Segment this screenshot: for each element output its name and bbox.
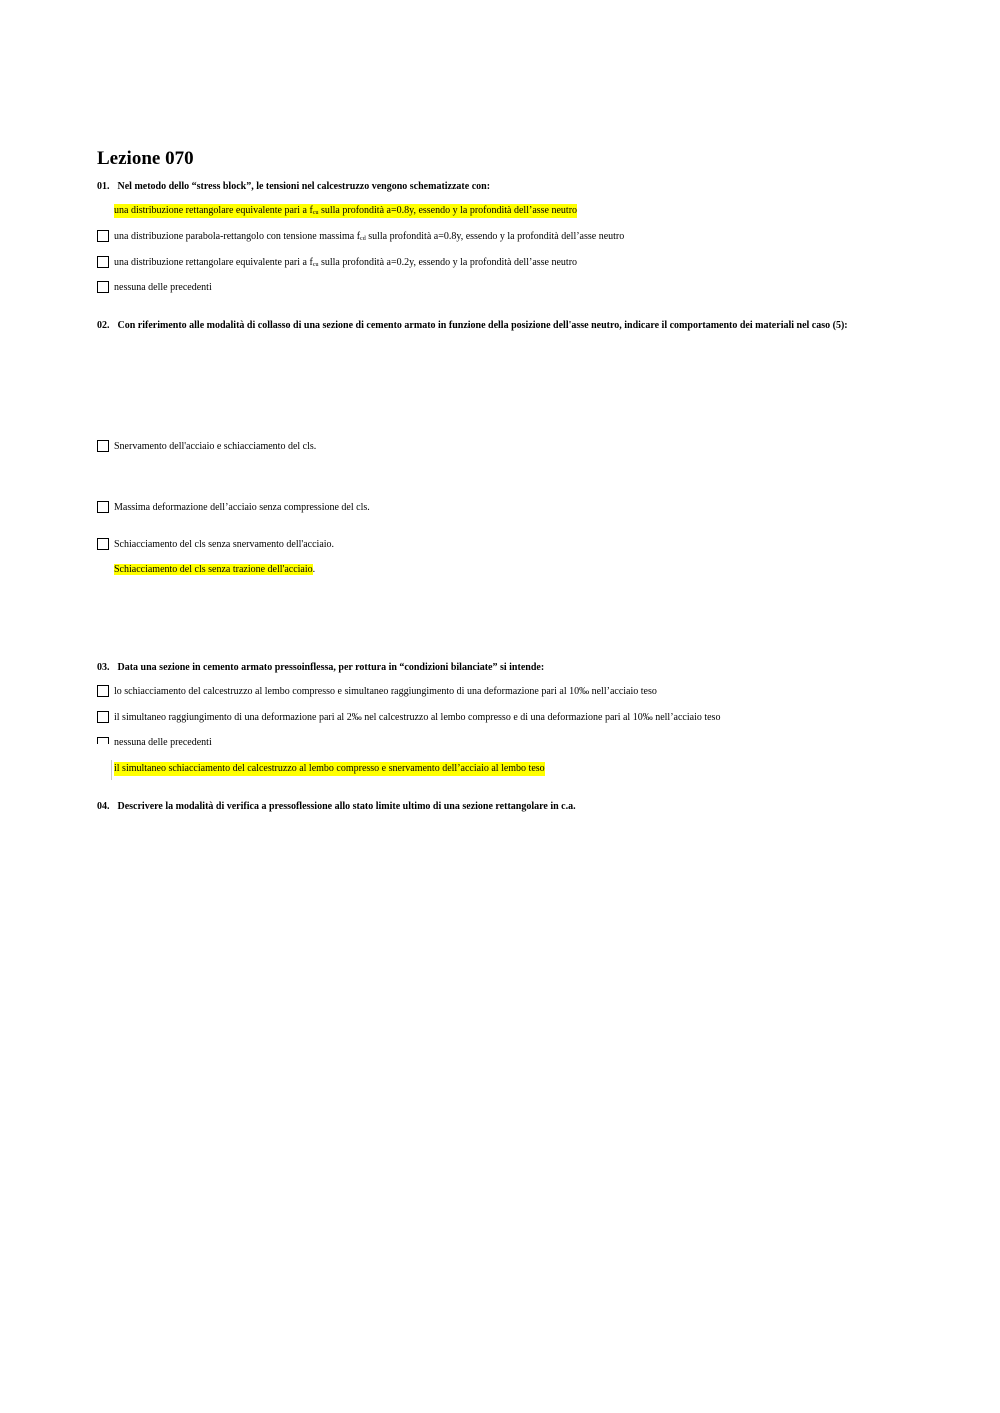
question-number: 04. [97,801,110,812]
option-text: lo schiacciamento del calcestruzzo al lembo compresso e simultaneo raggiungimento di una deformazione pari al 10‰ nell’acciaio teso [114,686,657,697]
option-text: una distribuzione rettangolare equivalente pari a $f_{cu}$ sulla profondità a=0.8y, essendo y la profondità dell’asse neutro [114,205,578,216]
question-number: 01. [97,181,110,192]
option-text: Massima deformazione dell’acciaio senza compressione del cls. [114,502,370,513]
checkbox[interactable] [97,281,109,293]
question-03 [97,662,867,674]
option-text: Schiacciamento del cls senza trazione dell'acciaio. [114,564,316,575]
option-text: il simultaneo raggiungimento di una deformazione pari al 2‰ nel calcestruzzo al lembo compresso e di una deformazione pari al 10‰ nell’acciaio teso [114,712,721,723]
checkbox[interactable] [97,501,109,513]
option-text: nessuna delle precedenti [114,737,212,748]
question-number: 02. [97,320,110,331]
question-number: 03. [97,662,110,673]
question-02 [97,320,867,332]
checkbox[interactable] [97,685,109,697]
text-cursor-line [111,760,112,780]
question-text: Data una sezione in cemento armato pressoinflessa, per rottura in “condizioni bilanciate” si intende: [117,662,545,673]
lesson-title: Lezione 070 [97,148,194,169]
question-text: Con riferimento alle modalità di collasso di una sezione di cemento armato in funzione della posizione dell'asse neutro, indicare il comportamento dei materiali nel caso (5): [117,320,848,331]
checkbox[interactable] [97,538,109,550]
option-text: una distribuzione rettangolare equivalente pari a $f_{cu}$ sulla profondità a=0.2y, essendo y la profondità dell’asse neutro [114,257,578,268]
checkbox[interactable] [97,440,109,452]
checkbox[interactable] [97,230,109,242]
option-text: Schiacciamento del cls senza snervamento dell'acciaio. [114,539,335,550]
question-04 [97,801,867,813]
question-text: Nel metodo dello “stress block”, le tensioni nel calcestruzzo vengono schematizzate con: [117,181,491,192]
question-01 [97,181,867,193]
option-text: il simultaneo schiacciamento del calcestruzzo al lembo compresso e snervamento dell’acciaio al lembo teso [114,763,545,774]
option-text: una distribuzione parabola-rettangolo con tensione massima $f_{cd}$ sulla profondità a=0.8y, essendo y la profondità dell’asse neutro [114,231,625,242]
option-text: Snervamento dell'acciaio e schiacciamento del cls. [114,441,317,452]
question-text: Descrivere la modalità di verifica a pressoflessione allo stato limite ultimo di una sezione rettangolare in c.a. [117,801,576,812]
option-text: nessuna delle precedenti [114,282,212,293]
checkbox[interactable] [97,711,109,723]
checkbox[interactable] [97,256,109,268]
checkbox[interactable] [97,737,109,744]
